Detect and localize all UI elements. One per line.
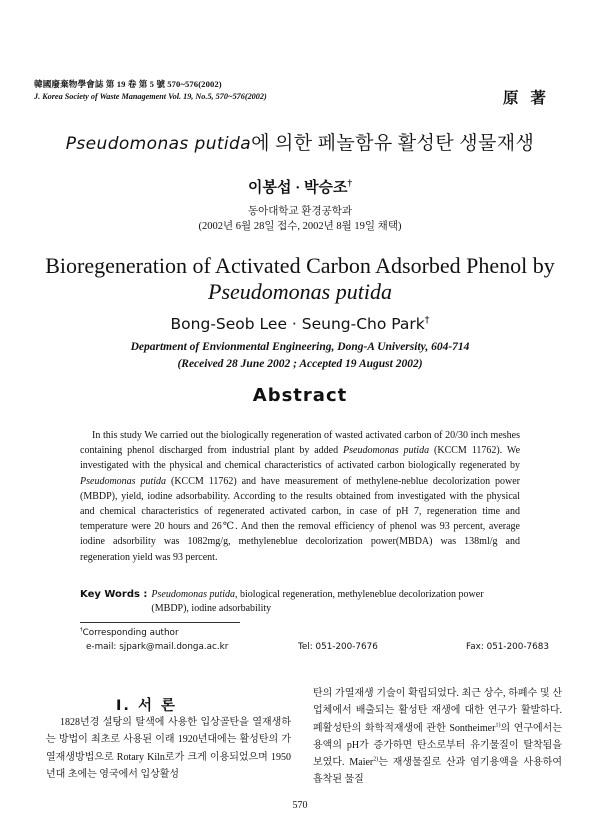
corresponding-mark: † bbox=[347, 178, 352, 188]
korean-dates: (2002년 6월 28일 접수, 2002년 8월 19일 채택) bbox=[198, 221, 402, 232]
footnote-divider bbox=[80, 622, 240, 623]
abstract-text-1: In this study We carried out the biologically regeneration of wasted activated carbon of 20/30 inch meshes containing phenol discharged from industrial plant by added bbox=[80, 430, 520, 457]
korean-title-species: Pseudomonas putida bbox=[65, 134, 252, 154]
korean-authors bbox=[0, 176, 600, 197]
english-title bbox=[0, 253, 600, 305]
footnote-tel: Tel: 051-200-7676 bbox=[298, 642, 378, 652]
english-author-names: Bong-Seob Lee · Seung-Cho Park bbox=[170, 315, 425, 333]
abstract-text-3: (KCCM 11762) and have measurement of methylene-neblue decolorization power (MBDP), yield, iodine adsorbability. According to the results obtained from investigated with the physical and chemical characteristics of regenerated activated carbon, in case of pH 7, regeneration time and temperature were 20 hours and 26℃. And then the removal efficiency of phenol was 93 percent, average iodine adsorbility was 1082mg/g, methyleneblue decolorization power(MBDA) was 138ml/g and regeneration yield was 93 percent. bbox=[80, 475, 520, 563]
body-right-text-2: 의 연구에서는 용액의 pH가 증가하면 탄소로부터 유기물질이 탈착됨을 보였다. Maier bbox=[313, 722, 562, 769]
journal-header-english: J. Korea Society of Waste Management Vol. 19, No.5, 570~576(2002) bbox=[34, 92, 267, 101]
article-type-badge: 原 著 bbox=[503, 90, 550, 107]
english-affiliation bbox=[0, 339, 600, 373]
korean-title bbox=[0, 128, 600, 155]
keywords bbox=[80, 588, 520, 616]
abstract-text-2: (KCCM 11762). We investigated with the physical and chemical characteristics of activated carbon biologically regenerated by bbox=[80, 445, 521, 472]
english-title-line1: Bioregeneration of Activated Carbon Adsorbed Phenol by bbox=[45, 253, 555, 278]
keyword-rest: , biological regeneration, methyleneblue decolorization power (MBDP), iodine adsorbability bbox=[151, 589, 484, 614]
abstract-body bbox=[80, 428, 520, 565]
abstract-species-1: Pseudomonas putida bbox=[343, 445, 430, 457]
keyword-species: Pseudomonas putida bbox=[151, 589, 236, 600]
body-left-column: 1828년경 설탕의 탈색에 사용한 입상골탄을 열재생하는 방법이 최초로 사용된 이래 1920년대에는 활성탄의 가열재생방법으로 Rotary Kiln로가 크게 이용되었으며 1950년대 초에는 영국에서 입상활성 bbox=[46, 717, 291, 780]
reference-2: 2) bbox=[373, 756, 379, 763]
body-right-column bbox=[313, 685, 562, 789]
corresponding-mark-en: † bbox=[424, 314, 430, 326]
footnote-email[interactable]: e-mail: sjpark@mail.donga.ac.kr bbox=[86, 642, 229, 652]
abstract-heading: Abstract bbox=[252, 385, 348, 406]
korean-title-rest: 에 의한 페놀함유 활성탄 생물재생 bbox=[251, 133, 535, 154]
footnote-mark: † bbox=[80, 627, 83, 634]
abstract-species-2: Pseudomonas putida bbox=[80, 475, 167, 487]
keywords-list bbox=[151, 588, 520, 616]
korean-affiliation: 동아대학교 환경공학과 bbox=[247, 206, 353, 217]
footnote-label: Corresponding author bbox=[82, 628, 179, 638]
english-dates: (Received 28 June 2002 ; Accepted 19 August 2002) bbox=[177, 358, 423, 370]
journal-header-korean: 韓國廢棄物學會誌 第 19 卷 第 5 號 570~576(2002) bbox=[34, 79, 222, 89]
section-heading-introduction: Ⅰ. 서 론 bbox=[116, 698, 178, 714]
korean-author-names: 이봉섭 · 박승조 bbox=[248, 180, 348, 196]
footnote-fax: Fax: 051-200-7683 bbox=[466, 642, 549, 652]
english-authors bbox=[0, 315, 600, 333]
keywords-label: Key Words : bbox=[80, 589, 148, 600]
body-right-text-1: 탄의 가열재생 기술이 확립되었다. 최근 상수, 하폐수 및 산업체에서 배출되는 활성탄 재생에 대한 연구가 활발하다. 폐활성탄의 화학적재생에 관한 Sontheimer bbox=[313, 688, 562, 734]
body-right-text-3: 는 재생물질로 산과 염기용액을 사용하여 흡착된 물질 bbox=[313, 757, 562, 786]
footnote-corresponding bbox=[80, 628, 179, 638]
reference-1: 1) bbox=[495, 722, 501, 729]
page-number: 570 bbox=[292, 800, 308, 811]
english-department: Department of Envionmental Engineering, Dong-A University, 604-714 bbox=[130, 341, 470, 353]
english-title-line2: Pseudomonas putida bbox=[208, 279, 392, 304]
